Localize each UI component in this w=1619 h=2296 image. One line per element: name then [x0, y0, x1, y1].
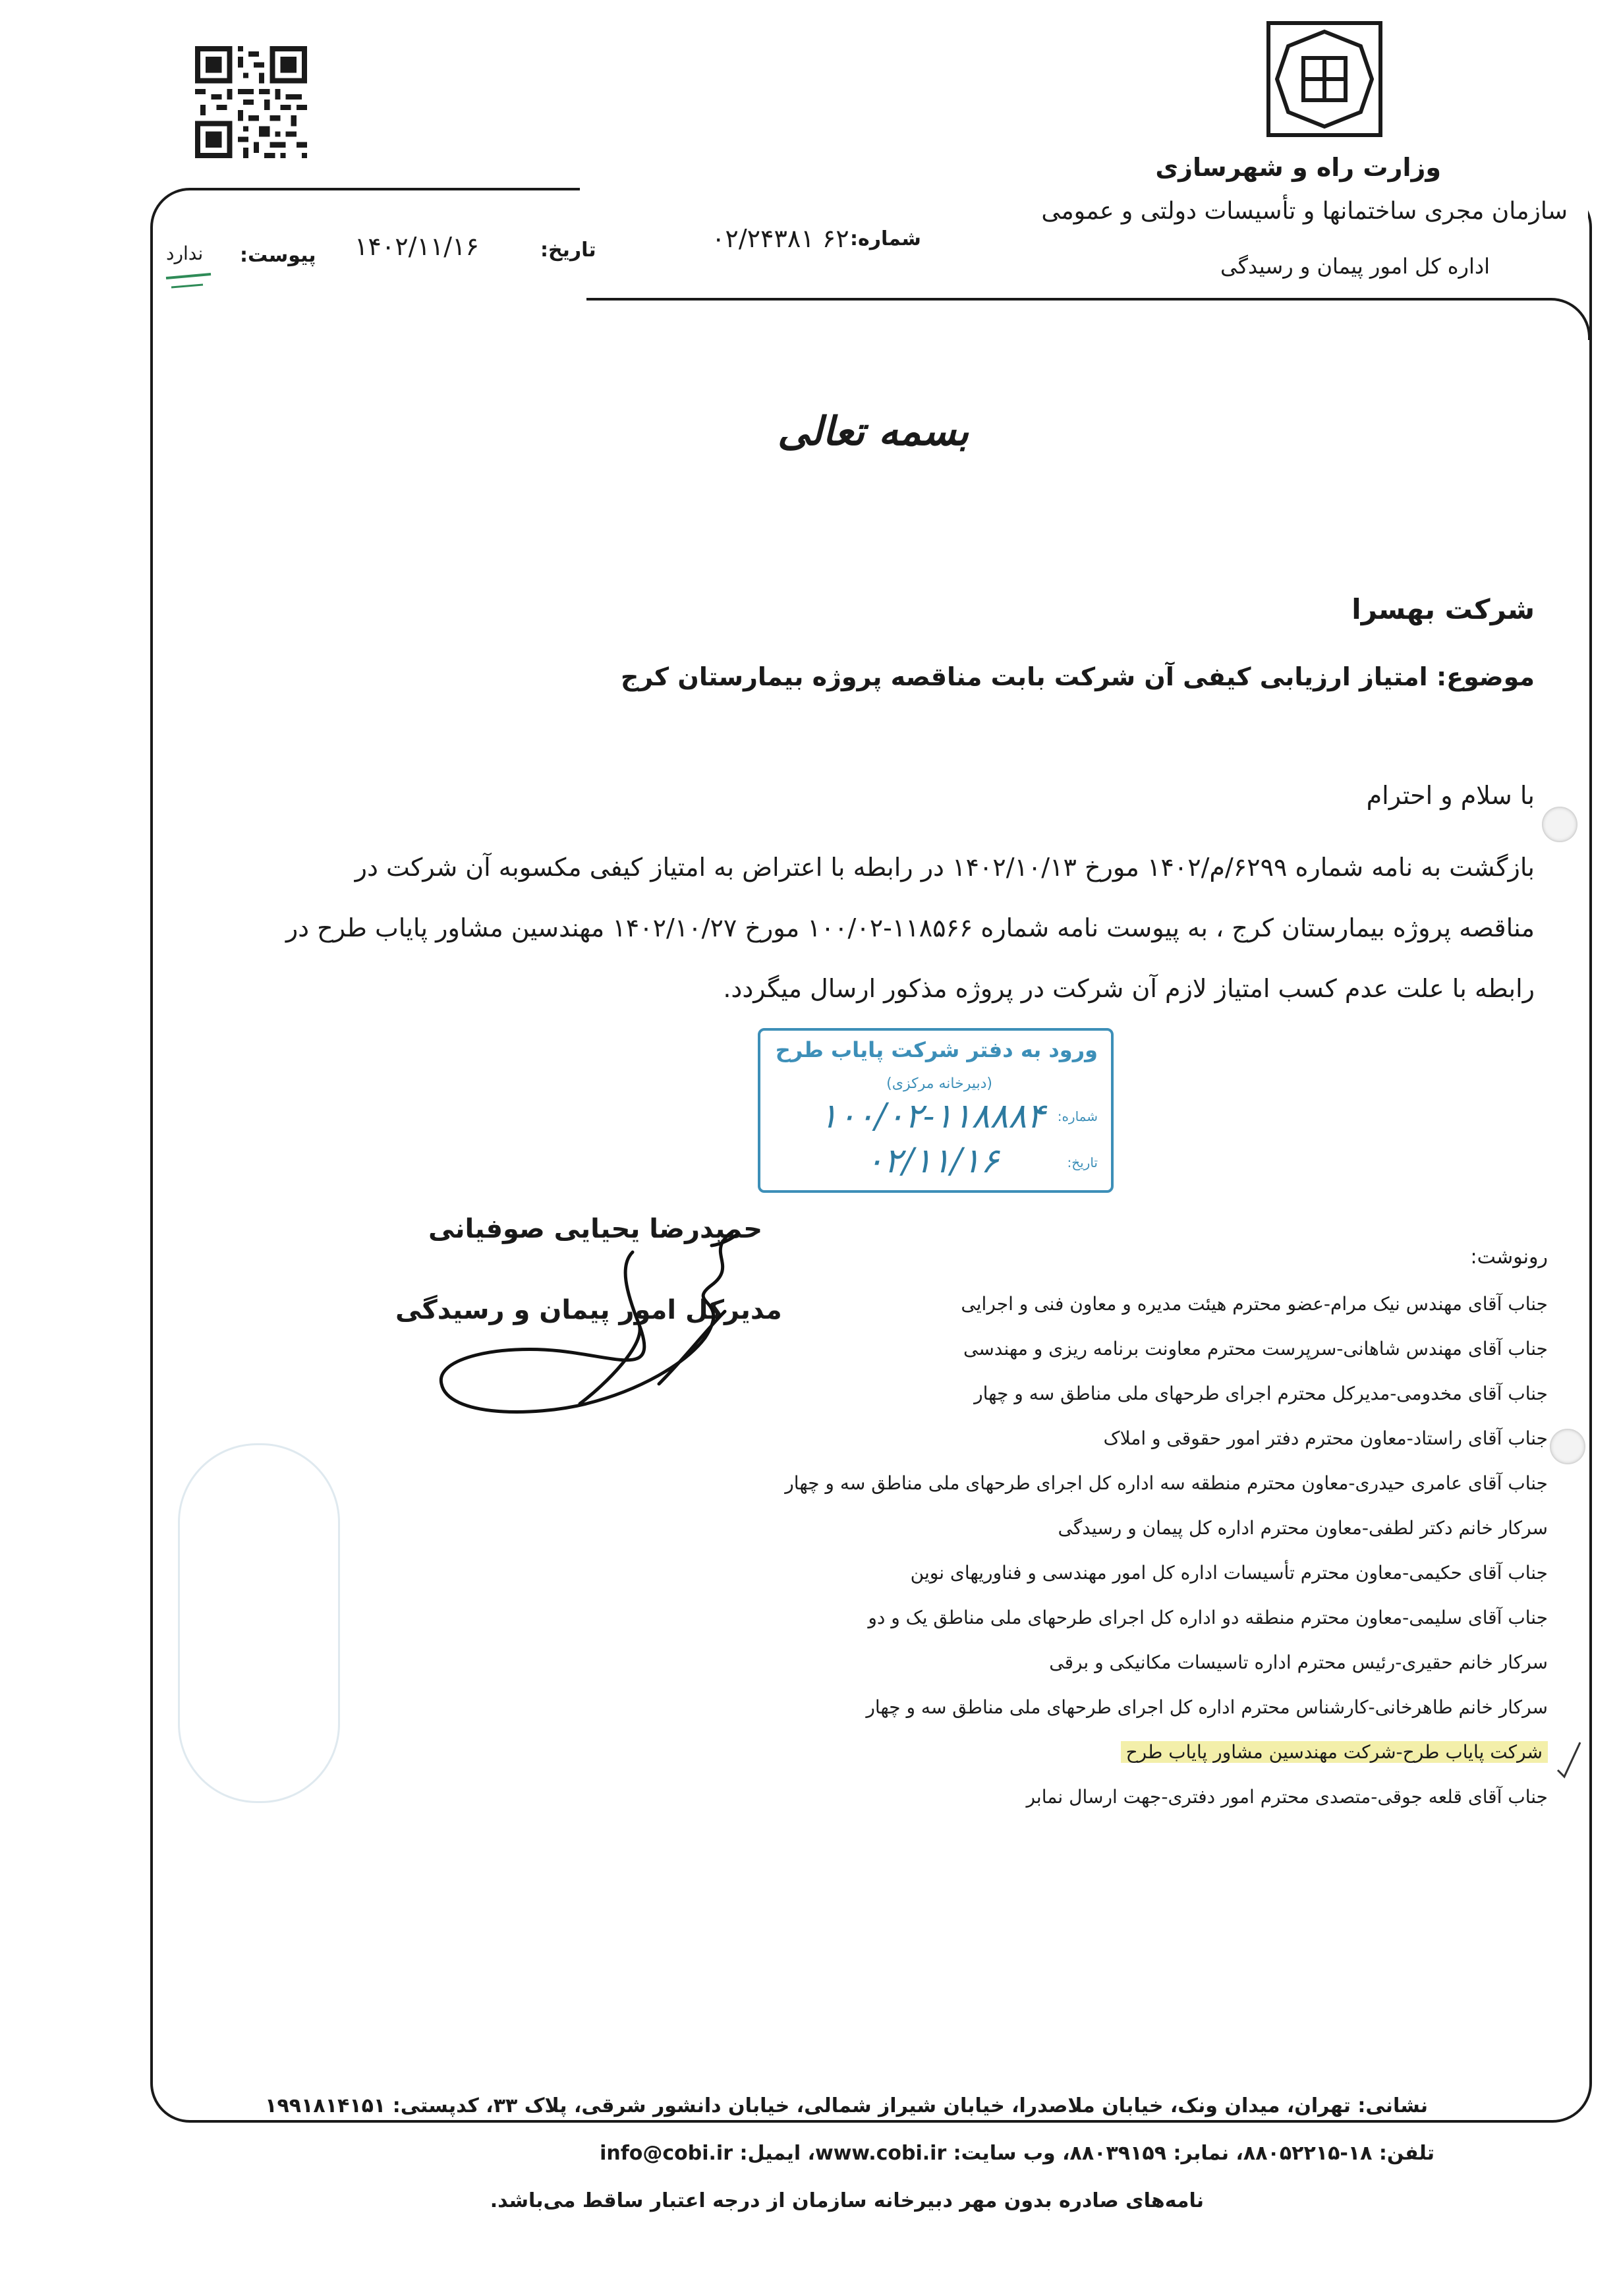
letter-number-value: ۶۲ ۰۲/۲۴۳۸۱	[712, 224, 849, 253]
body-line: رابطه با علت عدم کسب امتیاز لازم آن شرکت در پروژه مذکور ارسال میگردد.	[723, 974, 1535, 1003]
department-name: اداره کل امور پیمان و رسیدگی	[1220, 254, 1490, 279]
cc-item-highlighted	[1121, 1741, 1548, 1763]
stamp-date-label: تاریخ:	[1067, 1155, 1098, 1170]
signer-title: مدیرکل امور پیمان و رسیدگی	[395, 1295, 782, 1325]
letter-body	[144, 837, 1535, 1019]
footer-contact: تلفن: ۱۸-۸۸۰۵۲۲۱۵، نمابر: ۸۸۰۳۹۱۵۹، وب سایت: www.cobi.ir، ایمیل: info@cobi.ir	[600, 2142, 1434, 2165]
ministry-name: وزارت راه و شهرسازی	[1155, 153, 1441, 182]
basmala: بسمه تعالی	[778, 409, 969, 455]
body-line: مناقصه پروژه بیمارستان کرج ، به پیوست نامه شماره ۱۱۸۵۶۶-۱۰۰/۰۲ مورخ ۱۴۰۲/۱۰/۲۷ مهندسین مشاور پایاب طرح در	[285, 913, 1535, 942]
signer-name: حمیدرضا یحیایی صوفیانی	[428, 1214, 763, 1244]
subject-line	[621, 662, 1535, 691]
cc-item: جناب آقای مهندس نیک مرام-عضو محترم هیئت مدیره و معاون فنی و اجرایی	[961, 1293, 1548, 1315]
stamp-number-label: شماره:	[1057, 1108, 1098, 1124]
cc-item: جناب آقای مهندس شاهانی-سرپرست محترم معاونت برنامه ریزی و مهندسی	[963, 1338, 1548, 1360]
cc-item: جناب آقای سلیمی-معاون محترم منطقه دو اداره کل اجرای طرحهای ملی مناطق یک و دو	[868, 1607, 1548, 1628]
stamp-subtitle: (دبیرخانه مرکزی)	[886, 1076, 992, 1092]
organization-name: سازمان مجری ساختمانها و تأسیسات دولتی و عمومی	[1041, 198, 1568, 225]
cc-item: جناب آقای راستاد-معاون محترم دفتر امور حقوقی و املاک	[1103, 1427, 1548, 1449]
attachment-label: پیوست:	[240, 244, 316, 267]
ministry-logo-icon	[1265, 20, 1384, 138]
attachment-value: ندارد	[166, 243, 204, 264]
cc-item: جناب آقای مخدومی-مدیرکل محترم اجرای طرحهای ملی مناطق سه و چهار	[974, 1383, 1548, 1404]
body-line: بازگشت به نامه شماره ۶۲۹۹/م/۱۴۰۲ مورخ ۱۴۰۲/۱۰/۱۳ در رابطه با اعتراض به امتیاز کیفی مکسوبه آن شرکت در	[355, 853, 1535, 882]
recipient: شرکت بهسرا	[1351, 593, 1535, 625]
cc-item: سرکار خانم دکتر لطفی-معاون محترم اداره کل پیمان و رسیدگی	[1058, 1517, 1548, 1539]
letter-date-value: ۱۴۰۲/۱۱/۱۶	[355, 232, 479, 261]
cc-item: سرکار خانم حقیری-رئیس محترم اداره تاسیسات مکانیکی و برقی	[1049, 1651, 1548, 1673]
footer-note: نامه‌های صادره بدون مهر دبیرخانه سازمان از درجه اعتبار ساقط می‌باشد.	[490, 2189, 1204, 2212]
cc-item: جناب آقای حکیمی-معاون محترم تأسیسات اداره کل امور مهندسی و فناوریهای نوین	[910, 1562, 1548, 1584]
subject-text: امتیاز ارزیابی کیفی آن شرکت بابت مناقصه پروژه بیمارستان کرج	[621, 662, 1428, 691]
stamp-number-value: ۱۰۰/۰۲-۱۱۸۸۸۴	[819, 1097, 1045, 1136]
cc-item-highlight: شرکت پایاب طرح-شرکت مهندسین مشاور پایاب طرح	[1121, 1741, 1548, 1763]
cc-label: رونوشت:	[1470, 1246, 1548, 1269]
greeting: با سلام و احترام	[1366, 781, 1535, 810]
receipt-stamp	[758, 1028, 1114, 1193]
footer-address: نشانی: تهران، میدان ونک، خیابان ملاصدرا، خیابان شیراز شمالی، خیابان دانشور شرقی، پلاک ۳۳، کدپستی: ۱۹۹۱۸۱۴۱۵۱	[265, 2094, 1428, 2117]
attachment-mark-icon	[163, 269, 216, 295]
header-divider	[586, 298, 1591, 340]
qr-code-icon	[195, 46, 307, 158]
stamp-date-value: ۰۲/۱۱/۱۶	[865, 1141, 999, 1181]
cc-item: جناب آقای عامری حیدری-معاون محترم منطقه سه اداره کل اجرای طرحهای ملی مناطق سه و چهار	[785, 1472, 1548, 1494]
subject-label: موضوع:	[1436, 662, 1535, 691]
punch-hole	[1550, 1429, 1585, 1464]
cc-item: جناب آقای قلعه جوقی-متصدی محترم امور دفتری-جهت ارسال نمابر	[1026, 1786, 1548, 1808]
check-mark-icon	[1556, 1740, 1583, 1779]
handwritten-signature-icon	[422, 1226, 791, 1423]
letter-number-label: شماره:	[850, 227, 921, 250]
punch-hole	[1542, 807, 1577, 842]
stamp-title: ورود به دفتر شرکت پایاب طرح	[775, 1037, 1098, 1062]
cc-item: سرکار خانم طاهرخانی-کارشناس محترم اداره کل اجرای طرحهای ملی مناطق سه و چهار	[866, 1696, 1548, 1718]
letter-date-label: تاریخ:	[540, 239, 596, 262]
